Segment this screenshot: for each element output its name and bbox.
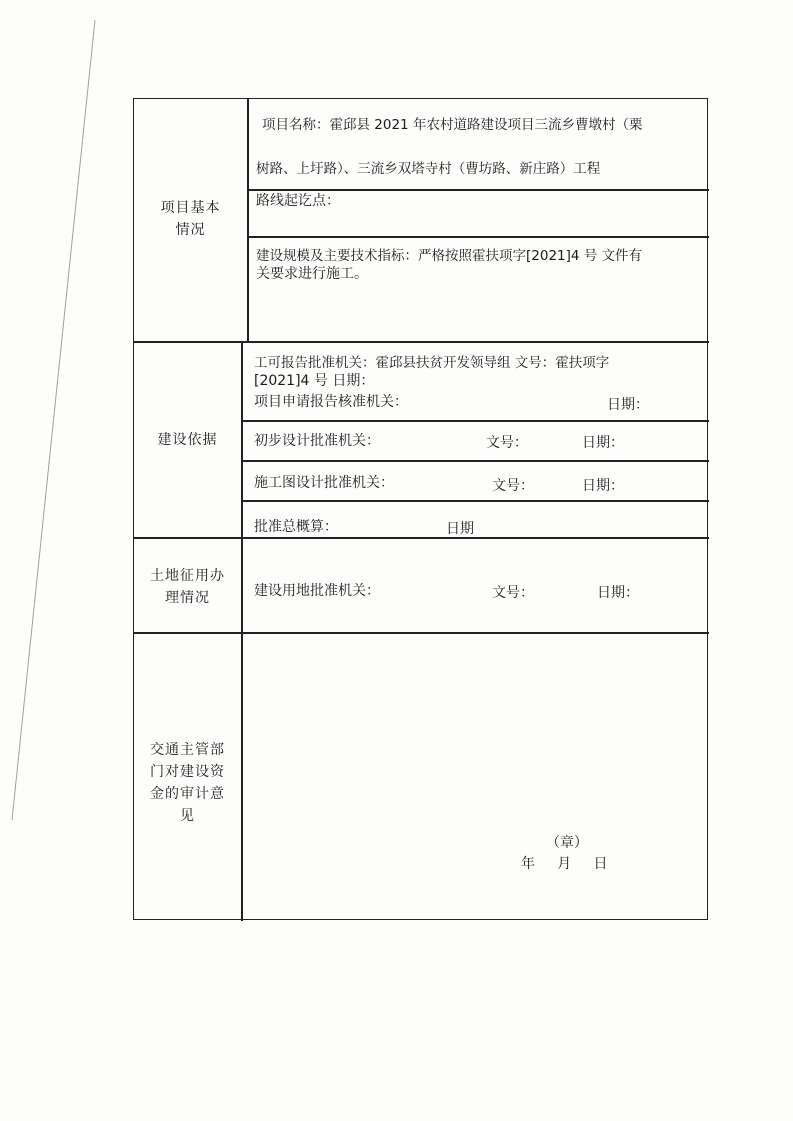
land-approval-label: 建设用地批准机关：: [254, 583, 380, 599]
row-divider-route: [247, 236, 709, 238]
land-date: 日期：: [597, 585, 639, 601]
construction-design-docno: 文号：: [492, 478, 534, 494]
basic-info-label: [134, 197, 247, 241]
prelim-design-docno: 文号：: [486, 435, 528, 451]
prelim-design-label: 初步设计批准机关：: [254, 433, 380, 449]
row-divider-prelim: [241, 460, 709, 462]
scale-specs-line1: 建设规模及主要技术指标：严格按照霍扶项字[2021]4 号 文件有: [256, 248, 643, 264]
section-divider-3: [134, 632, 709, 634]
audit-label-line2: 门对建设资: [150, 764, 225, 780]
audit-seal: （章）: [546, 835, 588, 851]
audit-label: [134, 739, 241, 827]
land-label: [134, 565, 241, 609]
audit-label-line1: 交通主管部: [150, 742, 225, 758]
row-divider-approval: [241, 420, 709, 422]
project-name-line2: 树路、上圩路）、三流乡双塔寺村（曹坊路、新庄路）工程: [256, 161, 601, 177]
project-name-line1: 项目名称：霍邱县 2021 年农村道路建设项目三流乡曹墩村（栗: [262, 117, 643, 133]
audit-label-line4: 见: [180, 808, 195, 824]
basis-label: 建设依据: [157, 432, 218, 448]
scale-specs-line2: 关要求进行施工。: [256, 266, 368, 282]
column-divider-top: [247, 99, 249, 341]
land-label-line2: 理情况: [165, 590, 210, 606]
prelim-design-date: 日期：: [582, 435, 624, 451]
section-divider-1: [134, 341, 709, 343]
land-docno: 文号：: [492, 585, 534, 601]
row-divider-construction: [241, 500, 709, 502]
construction-design-label: 施工图设计批准机关：: [254, 475, 394, 491]
basic-info-label-line2: 情况: [175, 222, 206, 238]
route-points-field: 路线起讫点：: [256, 193, 340, 209]
feasibility-approval-line1: 工可报告批准机关：霍邱县扶贫开发领导组 文号：霍扶项字: [254, 355, 610, 371]
column-divider-bottom: [241, 341, 243, 921]
approved-budget-label: 批准总概算：: [254, 519, 338, 535]
section-divider-2: [134, 537, 709, 539]
approved-budget-date: 日期: [446, 521, 474, 537]
feasibility-approval-line2: [2021]4 号 日期：: [254, 373, 375, 389]
land-label-line1: 土地征用办: [150, 568, 225, 584]
project-form-table: [133, 98, 708, 920]
application-approval-date: 日期：: [607, 397, 649, 413]
audit-date: 年 月 日: [521, 856, 608, 872]
construction-design-date: 日期：: [582, 478, 624, 494]
basic-info-label-line1: 项目基本: [160, 200, 221, 216]
audit-label-line3: 金的审计意: [150, 786, 225, 802]
application-approval-label: 项目申请报告核准机关：: [254, 394, 408, 410]
